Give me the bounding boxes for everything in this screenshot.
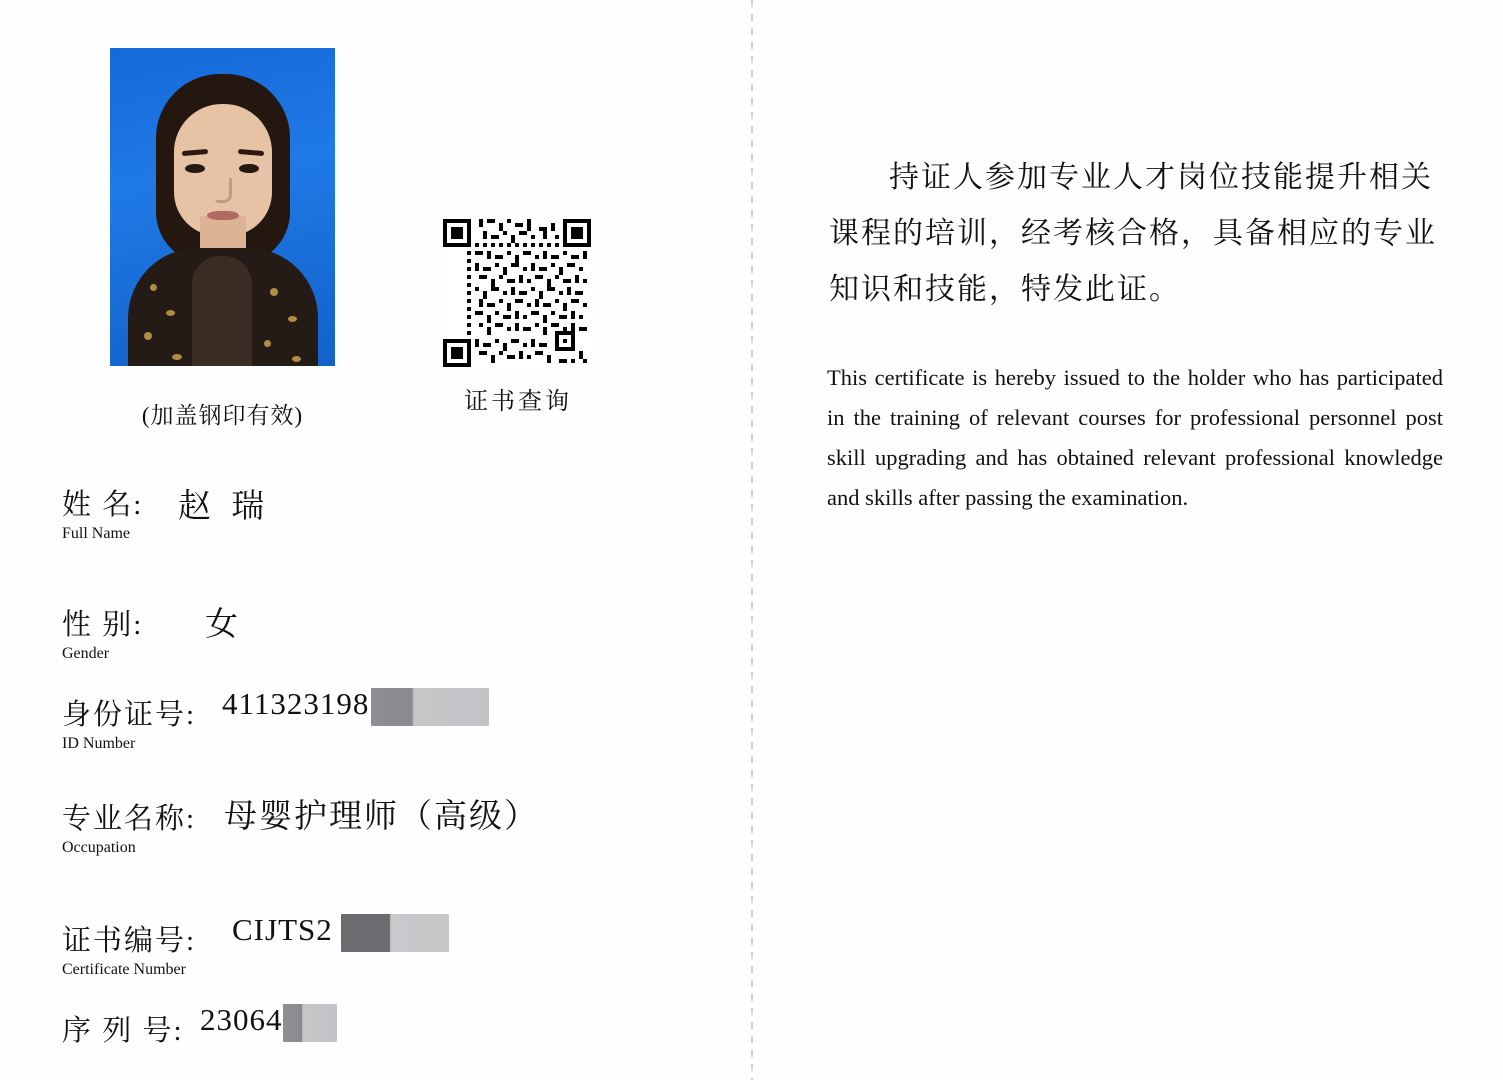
value-certificate-number: CIJTS2 <box>232 912 333 947</box>
field-label-en: Certificate Number <box>62 961 186 978</box>
value-full-name: 赵 瑞 <box>178 489 271 525</box>
value-certificate-number-wrap <box>232 912 449 952</box>
field-serial-number <box>62 1008 184 1051</box>
field-occupation <box>62 796 196 857</box>
value-id-number: 411323198 <box>222 686 370 721</box>
redaction-bar-serial-number <box>283 1004 337 1042</box>
field-gender <box>62 602 143 663</box>
field-label-cn: 性 别: <box>62 609 144 641</box>
field-label-en: ID Number <box>62 735 136 752</box>
statement-english: This certificate is hereby issued to the holder who has participated in the training of relevant courses for professional personnel post skill upgrading and has obtained relevant professional knowledge and skills after passing the examination. <box>827 365 1443 510</box>
photo-eye-left <box>185 164 205 173</box>
photo-pattern-fleck <box>144 332 152 340</box>
certificate-right-page <box>751 0 1503 1080</box>
certificate-query-qr-code[interactable] <box>443 219 591 367</box>
statement-chinese: 持证人参加专业人才岗位技能提升相关课程的培训，经考核合格，具备相应的专业知识和技能，特发此证。 <box>829 161 1437 306</box>
field-certificate-number <box>62 918 196 979</box>
field-label-en: Occupation <box>62 839 136 856</box>
photo-pattern-fleck <box>270 288 278 296</box>
value-id-number-wrap <box>222 686 489 726</box>
value-gender: 女 <box>205 607 244 643</box>
photo-eye-right <box>239 164 259 173</box>
redaction-bar-certificate-number <box>341 914 449 952</box>
field-label-cn: 证书编号: <box>62 925 197 957</box>
qr-caption: 证书查询 <box>464 389 572 415</box>
field-full-name <box>62 482 143 543</box>
field-label-cn: 身份证号: <box>62 699 197 731</box>
photo-clothing <box>128 248 318 366</box>
photo-nose <box>215 178 232 203</box>
photo-mouth <box>207 211 239 220</box>
field-label-cn: 序 列 号: <box>62 1015 184 1047</box>
photo-pattern-fleck <box>264 340 271 347</box>
photo-pattern-fleck <box>292 356 301 362</box>
field-label-cn: 姓 名: <box>62 489 144 521</box>
photo-pattern-fleck <box>166 310 175 316</box>
photo-pattern-fleck <box>288 316 297 322</box>
qr-icon <box>443 219 591 367</box>
redaction-bar-id-number <box>371 688 489 726</box>
field-label-en: Gender <box>62 645 110 662</box>
certificate-left-page <box>0 0 751 1080</box>
field-label-en: Full Name <box>62 525 130 542</box>
photo-pattern-fleck <box>172 354 182 360</box>
field-label-cn: 专业名称: <box>62 803 197 835</box>
photo-pattern-fleck <box>150 284 157 291</box>
field-id-number <box>62 692 196 753</box>
holder-photo <box>110 48 335 366</box>
value-serial-number: 23064 <box>200 1002 283 1037</box>
value-occupation: 母婴护理师（高级） <box>224 799 539 835</box>
photo-caption: (加盖钢印有效) <box>141 403 304 428</box>
value-serial-number-wrap <box>200 1002 337 1042</box>
